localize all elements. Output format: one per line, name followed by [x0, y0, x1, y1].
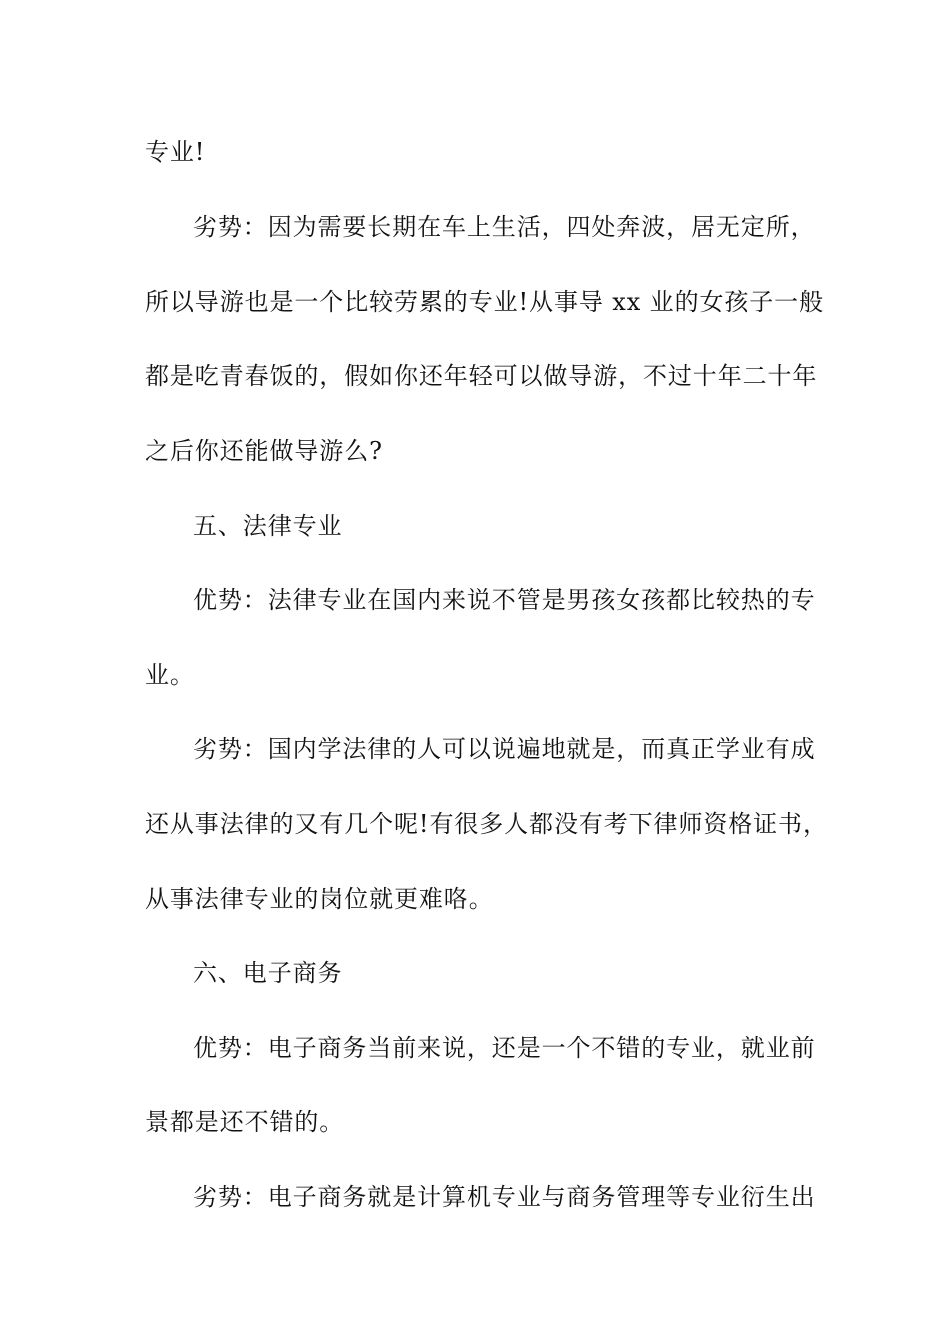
text-line: 所以导游也是一个比较劳累的专业!从事导 xx 业的女孩子一般 — [145, 288, 824, 316]
text-line: 还从事法律的又有几个呢!有很多人都没有考下律师资格证书， — [145, 810, 828, 838]
text-line: 劣势：电子商务就是计算机专业与商务管理等专业衍生出 — [193, 1183, 816, 1211]
text-line: 从事法律专业的岗位就更难咯。 — [145, 885, 494, 913]
text-line: 优势：电子商务当前来说，还是一个不错的专业，就业前 — [193, 1034, 816, 1062]
text-line: 劣势：因为需要长期在车上生活，四处奔波，居无定所， — [193, 213, 816, 241]
text-line: 劣势：国内学法律的人可以说遍地就是，而真正学业有成 — [193, 735, 816, 763]
text-line: 专业! — [145, 138, 206, 166]
section-heading: 六、电子商务 — [193, 959, 343, 987]
text-line: 景都是还不错的。 — [145, 1108, 345, 1136]
section-heading: 五、法律专业 — [193, 512, 343, 540]
text-line: 优势：法律专业在国内来说不管是男孩女孩都比较热的专 — [193, 586, 816, 614]
text-line: 都是吃青春饭的，假如你还年轻可以做导游，不过十年二十年 — [145, 362, 818, 390]
text-line: 之后你还能做导游么? — [145, 437, 383, 465]
text-line: 业。 — [145, 661, 195, 689]
